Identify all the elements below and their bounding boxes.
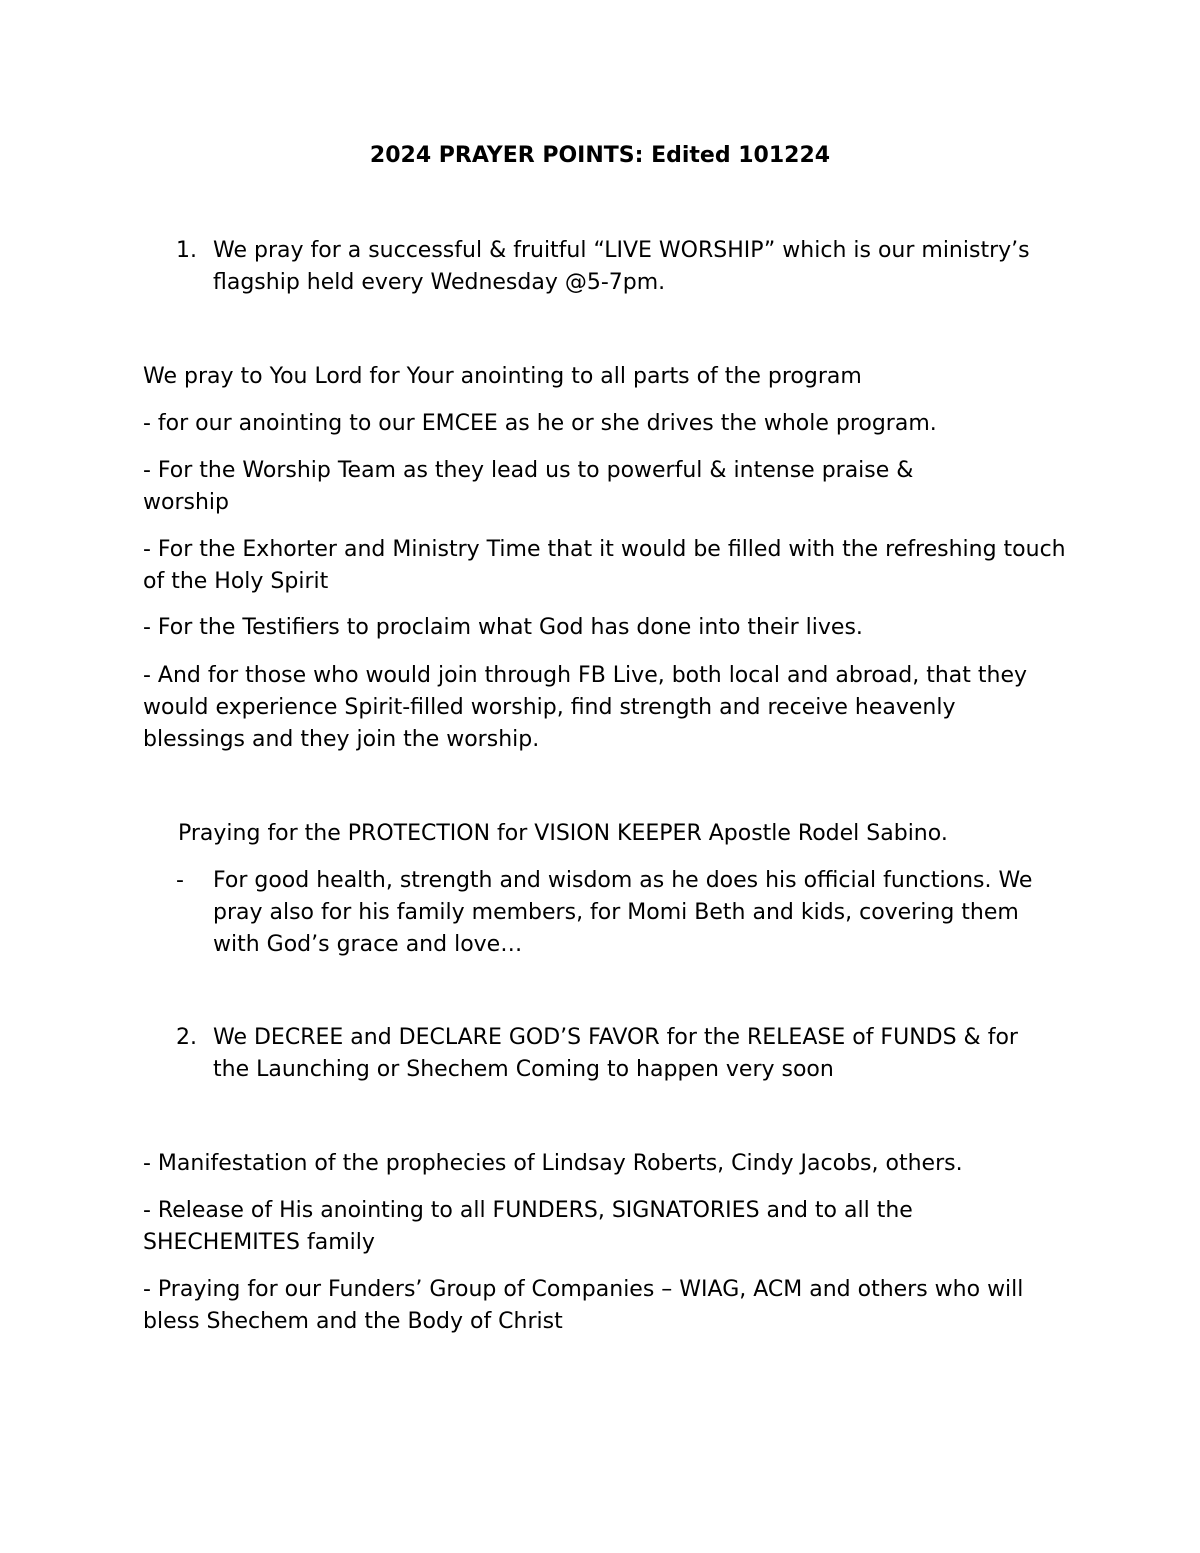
program-point-testifiers: - For the Testifiers to proclaim what God has done into their lives. <box>143 615 863 640</box>
funds-point-prophecies: - Manifestation of the prophecies of Lindsay Roberts, Cindy Jacobs, others. <box>143 1151 963 1176</box>
funds-point-companies: - Praying for our Funders’ Group of Companies – WIAG, ACM and others who will bless Shechem and the Body of Christ <box>143 1277 1024 1334</box>
program-point-exhorter: - For the Exhorter and Ministry Time that it would be filled with the refreshing touch of the Holy Spirit <box>143 537 1066 594</box>
protection-bullet-marker: - <box>176 868 184 893</box>
protection-heading: Praying for the PROTECTION for VISION KEEPER Apostle Rodel Sabino. <box>178 821 948 846</box>
document-title: 2024 PRAYER POINTS: Edited 101224 <box>369 143 831 168</box>
program-point-fb-live: - And for those who would join through FB Live, both local and abroad, that they would experience Spirit-filled worship, find strength and receive heavenly blessings and they join the worship. <box>143 663 1028 752</box>
program-point-worship-team: - For the Worship Team as they lead us to powerful & intense praise & worship <box>143 458 914 515</box>
list-item-2-text: We DECREE and DECLARE GOD’S FAVOR for the RELEASE of FUNDS & for the Launching or Shechem Coming to happen very soon <box>213 1025 1018 1082</box>
funds-point-release: - Release of His anointing to all FUNDERS, SIGNATORIES and to all the SHECHEMITES family <box>143 1198 913 1255</box>
program-intro: We pray to You Lord for Your anointing to all parts of the program <box>143 364 862 389</box>
list-item-1-text: We pray for a successful & fruitful “LIVE WORSHIP” which is our ministry’s flagship held every Wednesday @5-7pm. <box>213 238 1030 295</box>
list-number-2: 2. <box>176 1025 197 1050</box>
list-number-1: 1. <box>176 238 197 263</box>
program-point-emcee: - for our anointing to our EMCEE as he or she drives the whole program. <box>143 411 937 436</box>
protection-bullet-text: For good health, strength and wisdom as he does his official functions. We pray also for his family members, for Momi Beth and kids, covering them with God’s grace and love… <box>213 868 1033 957</box>
